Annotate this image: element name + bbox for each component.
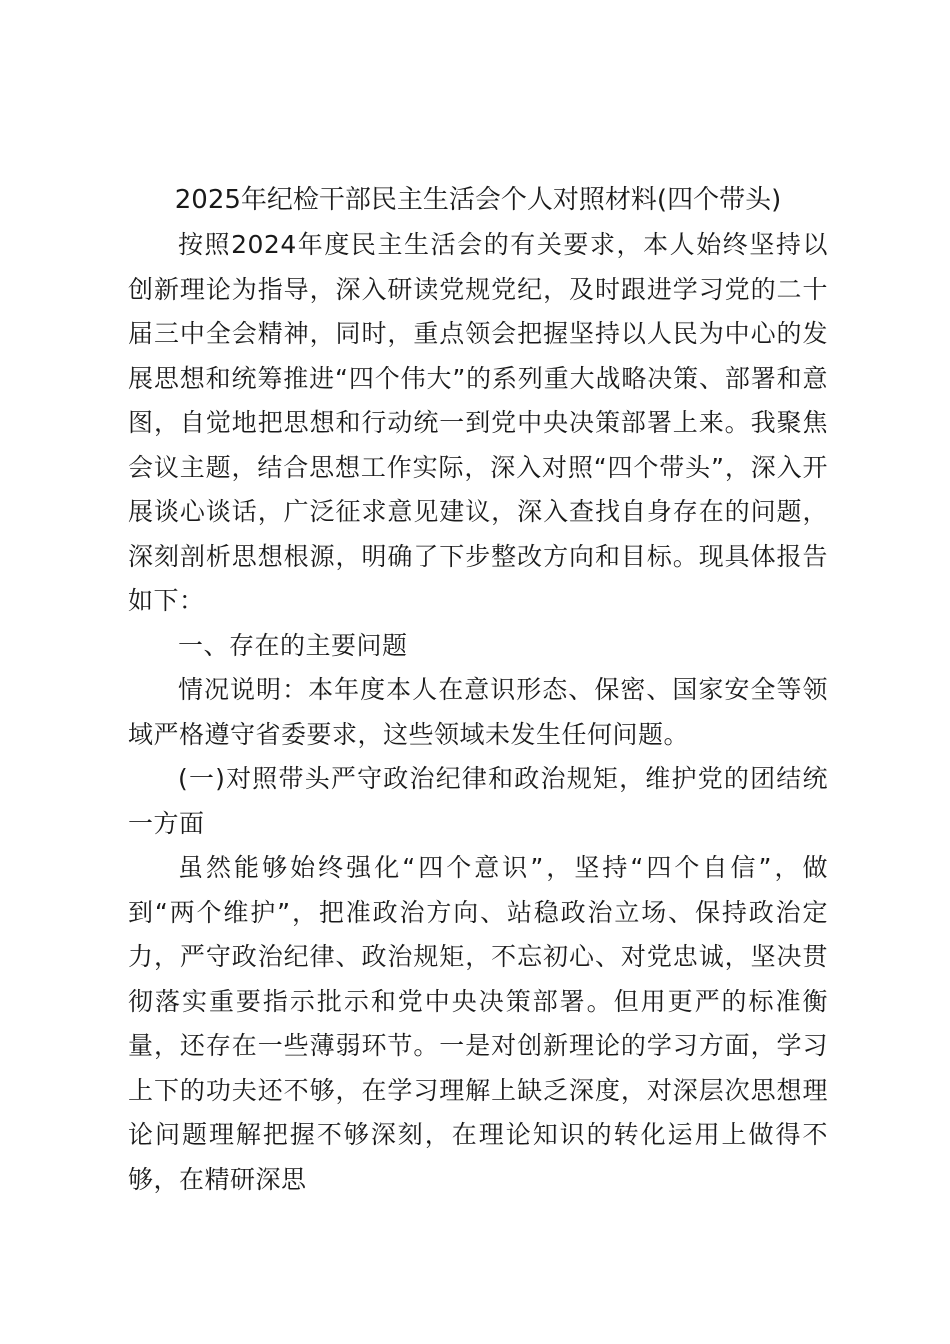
paragraph-intro: 按照2024年度民主生活会的有关要求，本人始终坚持以创新理论为指导，深入研读党规党纪，及时跟进学习党的二十届三中全会精神，同时，重点领会把握坚持以人民为中心的发展思想和统筹推进“四个伟大”的系列重大战略决策、部署和意图，自觉地把思想和行动统一到党中央决策部署上来。我聚焦会议主题，结合思想工作实际，深入对照“四个带头”，深入开展谈心谈话，广泛征求意见建议，深入查找自身存在的问题，深刻剖析思想根源，明确了下步整改方向和目标。现具体报告如下： <box>128 230 828 615</box>
subsection-heading-1: (一)对照带头严守政治纪律和政治规矩，维护党的团结统一方面 <box>128 764 828 838</box>
paragraph-subsection-1: 虽然能够始终强化“四个意识”，坚持“四个自信”，做到“两个维护”，把准政治方向、站稳政治立场、保持政治定力，严守政治纪律、政治规矩，不忘初心、对党忠诚，坚决贯彻落实重要指示批示和党中央决策部署。但用更严的标准衡量，还存在一些薄弱环节。一是对创新理论的学习方面，学习上下的功夫还不够，在学习理解上缺乏深度，对深层次思想理论问题理解把握不够深刻，在理论知识的转化运用上做得不够，在精研深思 <box>128 853 828 1194</box>
document-title: 2025年纪检干部民主生活会个人对照材料(四个带头) <box>174 185 782 215</box>
paragraph-situation: 情况说明：本年度本人在意识形态、保密、国家安全等领域严格遵守省委要求，这些领域未发生任何问题。 <box>128 675 828 749</box>
section-heading-problems: 一、存在的主要问题 <box>178 630 408 660</box>
document-body <box>128 223 828 1202</box>
